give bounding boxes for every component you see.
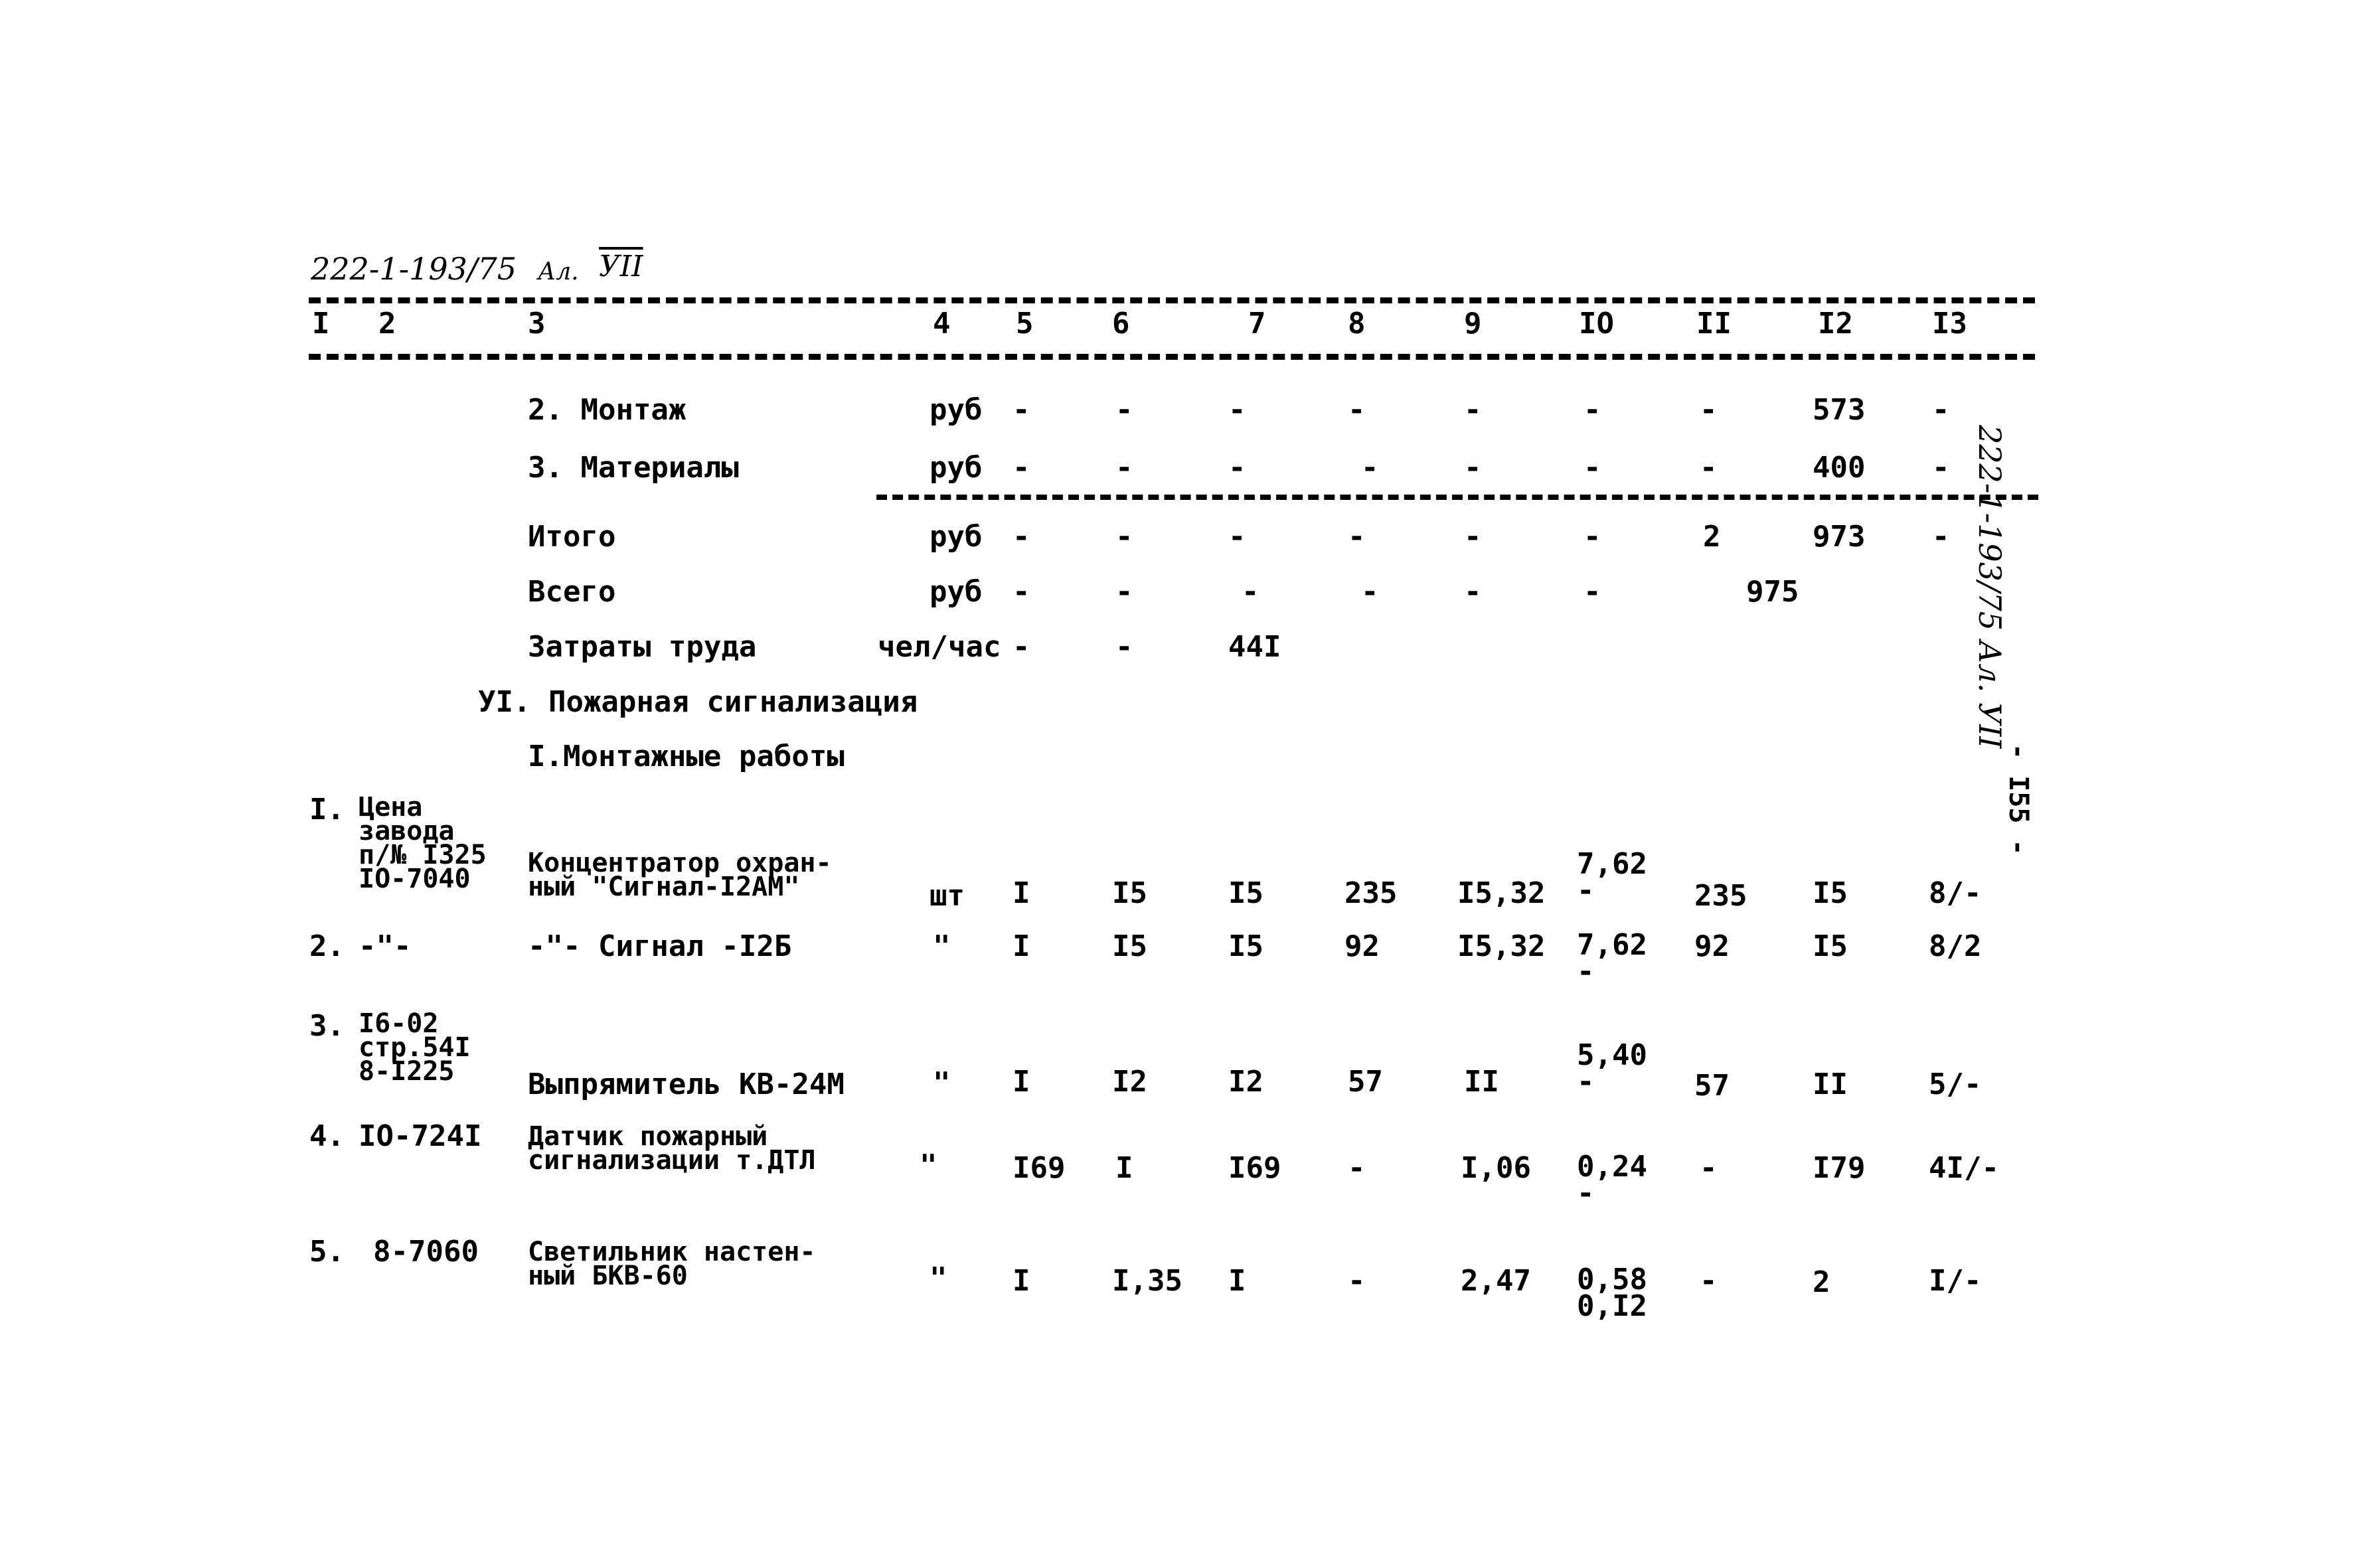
cell: - bbox=[1583, 520, 1601, 554]
cell: - bbox=[1115, 451, 1133, 485]
cell: - bbox=[1348, 1151, 1366, 1185]
album-label: Ал. bbox=[538, 258, 579, 285]
cell: 4I/- bbox=[1929, 1151, 1999, 1185]
cell: - bbox=[1013, 393, 1030, 427]
row-unit: руб bbox=[930, 393, 983, 427]
cell: I79 bbox=[1813, 1151, 1866, 1185]
cell: 7,62 - bbox=[1577, 847, 1647, 907]
cell: I bbox=[1115, 1151, 1133, 1185]
cell: II bbox=[1464, 1065, 1499, 1099]
cell: 7,62 - bbox=[1577, 928, 1647, 988]
item-unit: " bbox=[933, 929, 951, 963]
cell: - bbox=[1700, 1151, 1718, 1185]
cell: 975 bbox=[1746, 575, 1799, 609]
cell: - bbox=[1583, 451, 1601, 485]
item-number: 3. bbox=[309, 1009, 345, 1043]
item-name: Концентратор охран- ный "Сигнал-I2АМ" bbox=[528, 848, 832, 902]
cell: - bbox=[1348, 1264, 1366, 1298]
cell: I bbox=[1013, 1264, 1030, 1298]
cell: - bbox=[1013, 520, 1030, 554]
item-unit: " bbox=[930, 1261, 947, 1295]
cell: 44I bbox=[1228, 630, 1281, 664]
item-number: 2. bbox=[309, 929, 345, 963]
cell: - bbox=[1932, 451, 1950, 485]
cell: - bbox=[1583, 393, 1601, 427]
cell: - bbox=[1228, 520, 1246, 554]
col-header-12: I2 bbox=[1818, 307, 1853, 341]
cell: II bbox=[1813, 1067, 1848, 1101]
cell: - bbox=[1700, 393, 1718, 427]
col-header-3: 3 bbox=[528, 307, 546, 341]
cell: 2,47 bbox=[1461, 1264, 1531, 1298]
cell: I69 bbox=[1228, 1151, 1281, 1185]
cell: 5/- bbox=[1929, 1067, 1982, 1101]
cell: 57 bbox=[1694, 1069, 1730, 1103]
col-header-7: 7 bbox=[1248, 307, 1266, 341]
cell: 2 bbox=[1703, 520, 1721, 554]
cell: I bbox=[1013, 929, 1030, 963]
item-unit: шт bbox=[930, 879, 965, 913]
cell: I2 bbox=[1228, 1065, 1263, 1099]
cell: I bbox=[1228, 1264, 1246, 1298]
item-code: IO-724I bbox=[359, 1119, 482, 1153]
cell: I69 bbox=[1013, 1151, 1066, 1185]
item-name: Датчик пожарный сигнализации т.ДТЛ bbox=[528, 1121, 816, 1176]
cell: I5 bbox=[1228, 929, 1263, 963]
item-name: Выпрямитель КВ-24М bbox=[528, 1067, 845, 1101]
row-name: Всего bbox=[528, 575, 616, 609]
item-unit: " bbox=[920, 1148, 937, 1182]
cell: I,35 bbox=[1112, 1264, 1182, 1298]
item-name: Светильник настен- ный БКВ-60 bbox=[528, 1237, 816, 1291]
cell: I bbox=[1013, 876, 1030, 910]
cell: I5 bbox=[1112, 929, 1147, 963]
col-header-4: 4 bbox=[933, 307, 951, 341]
cell: 8/- bbox=[1929, 876, 1982, 910]
top-rule bbox=[309, 297, 2035, 303]
cell: 0,58 0,I2 bbox=[1577, 1263, 1647, 1323]
cell: - bbox=[1242, 575, 1259, 609]
cell: 2 bbox=[1813, 1265, 1830, 1299]
cell: - bbox=[1464, 520, 1482, 554]
cell: 0,24 - bbox=[1577, 1150, 1647, 1210]
row-unit: чел/час bbox=[878, 630, 1001, 664]
col-header-8: 8 bbox=[1348, 307, 1366, 341]
subsection-title: I.Монтажные работы bbox=[528, 740, 845, 773]
cell: I,06 bbox=[1461, 1151, 1531, 1185]
item-name: -"- Сигнал -I2Б bbox=[528, 929, 792, 963]
cell: - bbox=[1115, 630, 1133, 664]
col-header-6: 6 bbox=[1112, 307, 1130, 341]
col-header-5: 5 bbox=[1016, 307, 1034, 341]
row-name: 2. Монтаж bbox=[528, 393, 687, 427]
page-number: - I55 - bbox=[2003, 744, 2034, 856]
cell: - bbox=[1115, 393, 1133, 427]
item-code: 8-7060 bbox=[373, 1235, 479, 1269]
item-unit: " bbox=[933, 1066, 951, 1100]
cell: - bbox=[1013, 575, 1030, 609]
cell: 92 bbox=[1694, 929, 1730, 963]
section-title: УI. Пожарная сигнализация bbox=[478, 685, 918, 719]
cell: - bbox=[1361, 575, 1379, 609]
item-code: Цена завода п/№ I325 IO-7040 bbox=[359, 792, 487, 894]
cell: - bbox=[1700, 1264, 1718, 1298]
cell: 5,40 - bbox=[1577, 1038, 1647, 1099]
cell: I5,32 bbox=[1457, 876, 1546, 910]
item-number: 4. bbox=[309, 1119, 345, 1153]
row-unit: руб bbox=[930, 520, 983, 554]
cell: I5 bbox=[1813, 929, 1848, 963]
cell: - bbox=[1348, 520, 1366, 554]
cell: I5,32 bbox=[1457, 929, 1546, 963]
cell: 400 bbox=[1813, 451, 1866, 485]
col-header-10: IO bbox=[1579, 307, 1614, 341]
row-name: Затраты труда bbox=[528, 630, 757, 664]
cell: - bbox=[1228, 393, 1246, 427]
cell: - bbox=[1348, 393, 1366, 427]
row-unit: руб bbox=[930, 451, 983, 485]
cell: - bbox=[1228, 451, 1246, 485]
subtotal-rule bbox=[876, 495, 2038, 500]
margin-note: 222-1-193/75 Ал. УII bbox=[1972, 425, 2008, 749]
col-header-1: I bbox=[312, 307, 330, 341]
cell: - bbox=[1932, 393, 1950, 427]
row-unit: руб bbox=[930, 575, 983, 609]
cell: - bbox=[1013, 451, 1030, 485]
item-number: I. bbox=[309, 793, 345, 826]
cell: - bbox=[1583, 575, 1601, 609]
cell: - bbox=[1700, 451, 1718, 485]
cell: 235 bbox=[1344, 876, 1398, 910]
cell: 57 bbox=[1348, 1065, 1383, 1099]
cell: 8/2 bbox=[1929, 929, 1982, 963]
cell: - bbox=[1464, 451, 1482, 485]
cell: I2 bbox=[1112, 1065, 1147, 1099]
album-number: УII bbox=[599, 250, 643, 283]
cell: - bbox=[1115, 520, 1133, 554]
cell: I bbox=[1013, 1065, 1030, 1099]
cell: 235 bbox=[1694, 879, 1747, 913]
col-header-9: 9 bbox=[1464, 307, 1482, 341]
item-code: I6-02 стр.54I 8-I225 bbox=[359, 1008, 471, 1087]
cell: - bbox=[1464, 575, 1482, 609]
header-rule bbox=[309, 354, 2035, 360]
cell: - bbox=[1115, 575, 1133, 609]
cell: - bbox=[1932, 520, 1950, 554]
col-header-2: 2 bbox=[378, 307, 396, 341]
row-name: 3. Материалы bbox=[528, 451, 739, 485]
row-name: Итого bbox=[528, 520, 616, 554]
cell: 573 bbox=[1813, 393, 1866, 427]
col-header-11: II bbox=[1696, 307, 1732, 341]
item-number: 5. bbox=[309, 1235, 345, 1269]
cell: I5 bbox=[1228, 876, 1263, 910]
cell: - bbox=[1013, 630, 1030, 664]
item-code: -"- bbox=[359, 929, 412, 963]
cell: I5 bbox=[1813, 876, 1848, 910]
col-header-13: I3 bbox=[1932, 307, 1967, 341]
cell: I5 bbox=[1112, 876, 1147, 910]
cell: 92 bbox=[1344, 929, 1380, 963]
cell: I/- bbox=[1929, 1264, 1982, 1298]
document-code: 222-1-193/75 bbox=[311, 251, 517, 287]
cell: - bbox=[1361, 451, 1379, 485]
cell: 973 bbox=[1813, 520, 1866, 554]
cell: - bbox=[1464, 393, 1482, 427]
